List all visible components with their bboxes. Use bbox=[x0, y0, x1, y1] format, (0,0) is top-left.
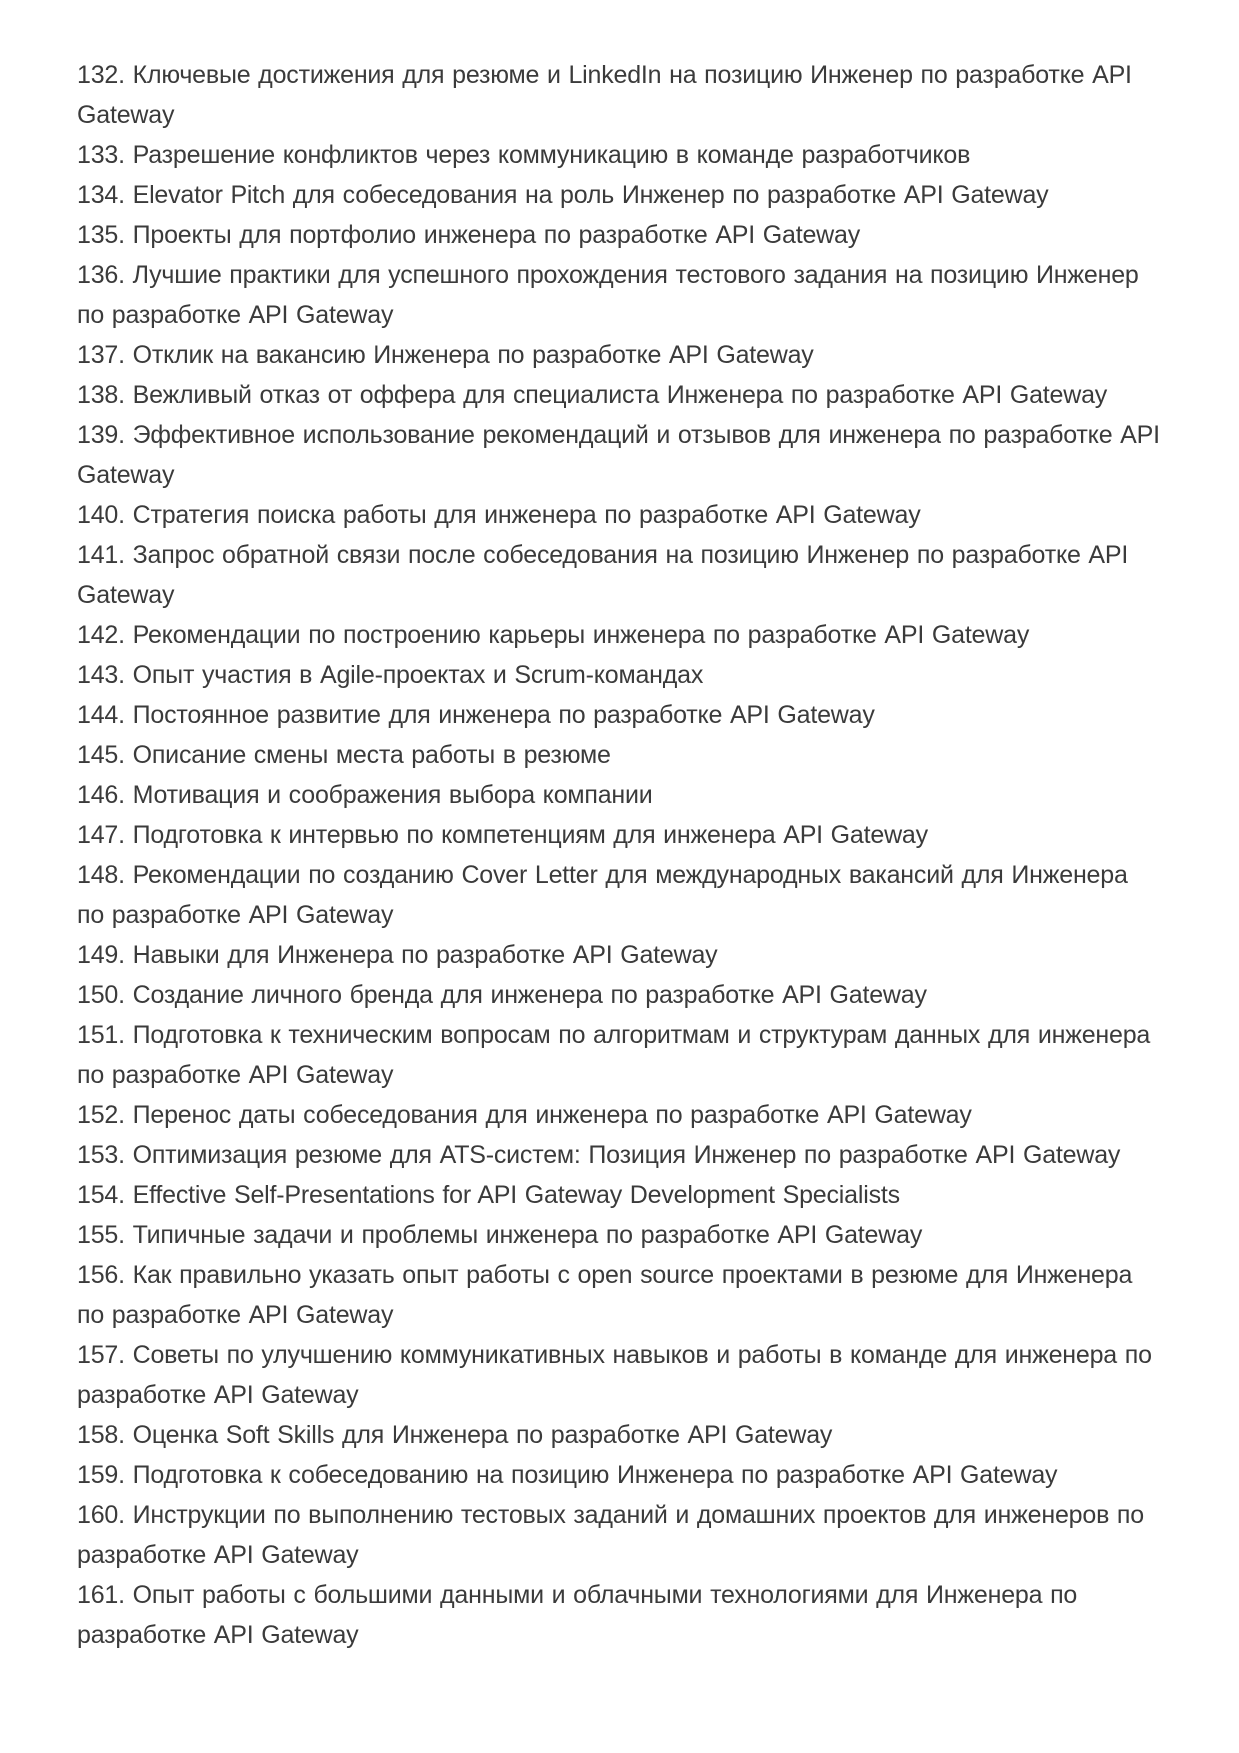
list-item: 144. Постоянное развитие для инженера по разработке API Gateway bbox=[77, 701, 875, 729]
list-item: 149. Навыки для Инженера по разработке API Gateway bbox=[77, 941, 718, 969]
list-item: 150. Создание личного бренда для инженера по разработке API Gateway bbox=[77, 981, 927, 1009]
list-item: 140. Стратегия поиска работы для инженера по разработке API Gateway bbox=[77, 501, 921, 529]
list-item: 143. Опыт участия в Agile-проектах и Scrum-командах bbox=[77, 661, 704, 689]
list-item: 134. Elevator Pitch для собеседования на роль Инженер по разработке API Gateway bbox=[77, 181, 1049, 209]
list-item: 145. Описание смены места работы в резюме bbox=[77, 741, 611, 769]
list-item: 159. Подготовка к собеседованию на позицию Инженера по разработке API Gateway bbox=[77, 1461, 1058, 1489]
list-item: 146. Мотивация и соображения выбора компании bbox=[77, 781, 653, 809]
list-item: 136. Лучшие практики для успешного прохождения тестового задания на позицию Инженер по разработке API Gateway bbox=[77, 261, 1139, 329]
list-item: 142. Рекомендации по построению карьеры инженера по разработке API Gateway bbox=[77, 621, 1030, 649]
list-item: 139. Эффективное использование рекомендаций и отзывов для инженера по разработке API Gateway bbox=[77, 421, 1160, 489]
list-item: 147. Подготовка к интервью по компетенциям для инженера API Gateway bbox=[77, 821, 928, 849]
list-item: 156. Как правильно указать опыт работы с open source проектами в резюме для Инженера по разработке API Gateway bbox=[77, 1261, 1133, 1329]
list-item: 133. Разрешение конфликтов через коммуникацию в команде разработчиков bbox=[77, 141, 971, 169]
list-item: 158. Оценка Soft Skills для Инженера по разработке API Gateway bbox=[77, 1421, 833, 1449]
list-item: 132. Ключевые достижения для резюме и LinkedIn на позицию Инженер по разработке API Gateway bbox=[77, 61, 1132, 129]
list-item: 151. Подготовка к техническим вопросам по алгоритмам и структурам данных для инженера по разработке API Gateway bbox=[77, 1021, 1151, 1089]
list-item: 157. Советы по улучшению коммуникативных навыков и работы в команде для инженера по разработке API Gateway bbox=[77, 1341, 1152, 1409]
list-item: 153. Оптимизация резюме для ATS-систем: Позиция Инженер по разработке API Gateway bbox=[77, 1141, 1121, 1169]
list-item: 138. Вежливый отказ от оффера для специалиста Инженера по разработке API Gateway bbox=[77, 381, 1108, 409]
list-item: 148. Рекомендации по созданию Cover Letter для международных вакансий для Инженера по разработке API Gateway bbox=[77, 861, 1128, 929]
list-item: 155. Типичные задачи и проблемы инженера по разработке API Gateway bbox=[77, 1221, 923, 1249]
list-item: 135. Проекты для портфолио инженера по разработке API Gateway bbox=[77, 221, 861, 249]
list-item: 141. Запрос обратной связи после собеседования на позицию Инженер по разработке API Gateway bbox=[77, 541, 1129, 609]
list-item: 152. Перенос даты собеседования для инженера по разработке API Gateway bbox=[77, 1101, 972, 1129]
list-item: 161. Опыт работы с большими данными и облачными технологиями для Инженера по разработке API Gateway bbox=[77, 1581, 1078, 1649]
list-item: 160. Инструкции по выполнению тестовых заданий и домашних проектов для инженеров по разработке API Gateway bbox=[77, 1501, 1144, 1569]
topic-list bbox=[77, 55, 1162, 1655]
list-item: 137. Отклик на вакансию Инженера по разработке API Gateway bbox=[77, 341, 814, 369]
list-item: 154. Effective Self-Presentations for API Gateway Development Specialists bbox=[77, 1181, 900, 1209]
